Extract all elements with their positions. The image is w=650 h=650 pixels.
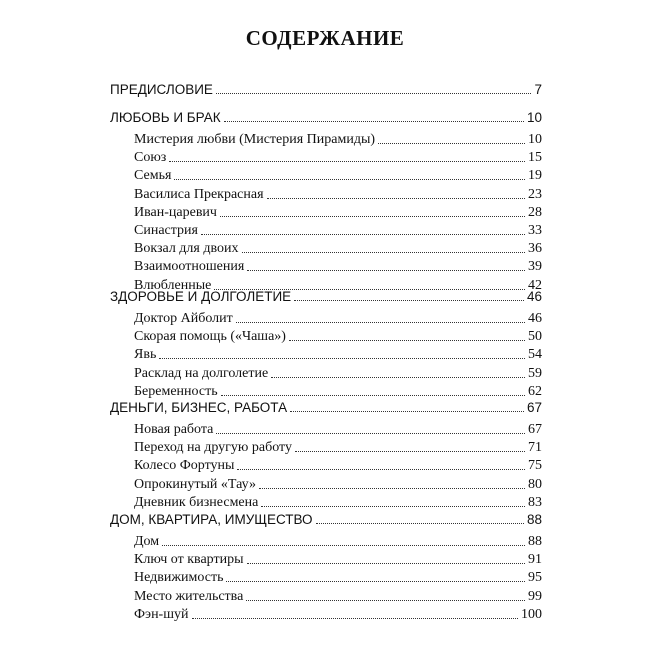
dot-leader — [224, 121, 524, 122]
toc-preface-label: ПРЕДИСЛОВИЕ — [110, 82, 213, 97]
toc-section-page-number: 46 — [526, 289, 542, 304]
toc-entry — [134, 327, 542, 345]
toc-preface-page-number: 7 — [534, 82, 542, 97]
toc-entry — [134, 221, 542, 239]
toc-entry-page-number: 28 — [528, 205, 542, 220]
dot-leader — [221, 395, 525, 396]
toc-entry-page-number: 59 — [528, 366, 542, 381]
toc-entry-page-number: 39 — [528, 259, 542, 274]
dot-leader — [259, 488, 525, 489]
toc-entry-label: Василиса Прекрасная — [134, 187, 264, 202]
toc-entry — [134, 130, 542, 148]
toc-entry-label: Опрокинутый «Тау» — [134, 477, 256, 492]
dot-leader — [247, 563, 526, 564]
toc-entry-label: Семья — [134, 168, 172, 183]
dot-leader — [289, 340, 525, 341]
toc-entry-label: Доктор Айболит — [134, 311, 233, 326]
toc-entry-label: Мистерия любви (Мистерия Пирамиды) — [134, 132, 376, 147]
toc-entry-label: Новая работа — [134, 422, 214, 437]
toc-section-label: ДЕНЬГИ, БИЗНЕС, РАБОТА — [110, 400, 288, 415]
toc-entry-page-number: 100 — [521, 607, 542, 622]
toc-entry-page-number: 36 — [528, 241, 542, 256]
toc-entry-page-number: 42 — [528, 278, 542, 293]
toc-section — [110, 510, 542, 528]
toc-entry-label: Фэн-шуй — [134, 607, 189, 622]
toc-entry-label: Явь — [134, 347, 157, 362]
toc-section — [110, 287, 542, 305]
toc-entry-label: Синастрия — [134, 223, 198, 238]
dot-leader — [378, 143, 525, 144]
toc-entry-label: Влюбленные — [134, 278, 212, 293]
toc-section-label: ДОМ, КВАРТИРА, ИМУЩЕСТВО — [110, 512, 313, 527]
dot-leader — [226, 581, 525, 582]
dot-leader — [192, 618, 519, 619]
dot-leader — [295, 451, 525, 452]
toc-section-label: ЗДОРОВЬЕ И ДОЛГОЛЕТИЕ — [110, 289, 292, 304]
toc-entry-page-number: 54 — [528, 347, 542, 362]
toc-entry-label: Дневник бизнесмена — [134, 495, 259, 510]
toc-entry — [134, 345, 542, 363]
toc-entry-page-number: 88 — [528, 534, 542, 549]
toc-preface — [110, 80, 542, 98]
toc-entry — [134, 568, 542, 586]
toc-section-page-number: 67 — [526, 400, 542, 415]
toc-entry-page-number: 99 — [528, 589, 542, 604]
dot-leader — [220, 216, 525, 217]
dot-leader — [242, 252, 526, 253]
toc-entry — [134, 309, 542, 327]
toc-entry — [134, 148, 542, 166]
toc-entry — [134, 475, 542, 493]
dot-leader — [316, 523, 524, 524]
toc-entry-label: Расклад на долголетие — [134, 366, 269, 381]
toc-entry-page-number: 71 — [528, 440, 542, 455]
toc-entry — [134, 420, 542, 438]
toc-entry — [134, 185, 542, 203]
toc-entry — [134, 166, 542, 184]
toc-entry-page-number: 83 — [528, 495, 542, 510]
toc-entry — [134, 532, 542, 550]
toc-entry-page-number: 19 — [528, 168, 542, 183]
toc-entry-label: Колесо Фортуны — [134, 458, 235, 473]
toc-entry-label: Ключ от квартиры — [134, 552, 244, 567]
toc-entry-page-number: 95 — [528, 570, 542, 585]
dot-leader — [246, 600, 525, 601]
dot-leader — [294, 300, 524, 301]
toc-entry-label: Вокзал для двоих — [134, 241, 239, 256]
toc-entry-label: Скорая помощь («Чаша») — [134, 329, 286, 344]
toc-entry-label: Недвижимость — [134, 570, 224, 585]
toc-entry-label: Беременность — [134, 384, 218, 399]
dot-leader — [267, 198, 525, 199]
dot-leader — [247, 270, 525, 271]
dot-leader — [162, 545, 525, 546]
toc-entry-page-number: 91 — [528, 552, 542, 567]
dot-leader — [290, 411, 524, 412]
toc-entry — [134, 605, 542, 623]
dot-leader — [216, 93, 532, 94]
dot-leader — [169, 161, 525, 162]
dot-leader — [237, 469, 525, 470]
toc-entry-label: Союз — [134, 150, 167, 165]
dot-leader — [174, 179, 525, 180]
toc-entry-page-number: 80 — [528, 477, 542, 492]
toc-entry — [134, 239, 542, 257]
dot-leader — [271, 377, 525, 378]
toc-section-label: ЛЮБОВЬ И БРАК — [110, 110, 221, 125]
dot-leader — [201, 234, 525, 235]
toc-entry-page-number: 67 — [528, 422, 542, 437]
toc-entry — [134, 257, 542, 275]
toc-section-page-number: 88 — [526, 512, 542, 527]
toc-section-page-number: 10 — [526, 110, 542, 125]
dot-leader — [216, 433, 525, 434]
toc-entry — [134, 493, 542, 511]
toc-entry-page-number: 75 — [528, 458, 542, 473]
toc-entry-page-number: 50 — [528, 329, 542, 344]
toc-entry — [134, 456, 542, 474]
toc-entry-page-number: 10 — [528, 132, 542, 147]
dot-leader — [261, 506, 525, 507]
toc-entry-page-number: 15 — [528, 150, 542, 165]
toc-entry-label: Место жительства — [134, 589, 244, 604]
dot-leader — [159, 358, 525, 359]
toc-entry-label: Дом — [134, 534, 160, 549]
toc-entry — [134, 587, 542, 605]
toc-entry-label: Переход на другую работу — [134, 440, 292, 455]
page-title: СОДЕРЖАНИЕ — [245, 26, 405, 50]
toc-entry — [134, 550, 542, 568]
toc-entry-page-number: 23 — [528, 187, 542, 202]
toc-entry — [134, 438, 542, 456]
toc-entry-page-number: 46 — [528, 311, 542, 326]
toc-entry — [134, 364, 542, 382]
dot-leader — [236, 322, 525, 323]
toc-entry — [134, 203, 542, 221]
toc-section — [110, 398, 542, 416]
toc-entry-label: Иван-царевич — [134, 205, 217, 220]
toc-entry-label: Взаимоотношения — [134, 259, 245, 274]
toc-entry-page-number: 62 — [528, 384, 542, 399]
toc-section — [110, 108, 542, 126]
toc-entry-page-number: 33 — [528, 223, 542, 238]
